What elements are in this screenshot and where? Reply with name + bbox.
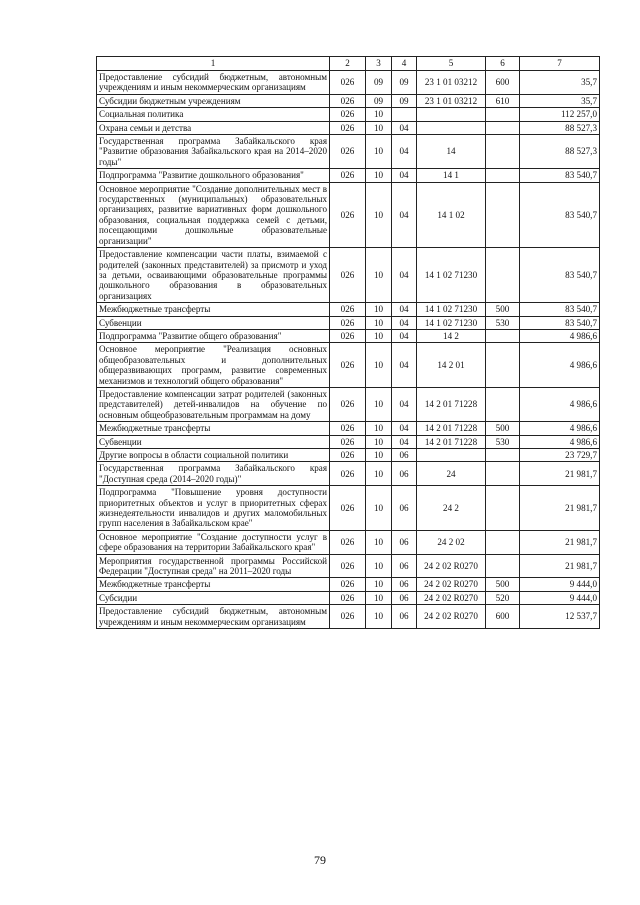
row-value-cell: 026: [330, 605, 366, 629]
row-name-cell: Подпрограмма "Повышение уровня доступности приоритетных объектов и услуг в приоритетных сферах жизнедеятельности инвалидов и других маломобильных групп населения в Забайкальском крае": [97, 486, 330, 531]
column-header: 6: [486, 57, 520, 71]
table-row: [97, 248, 600, 303]
row-value-cell: 88 527,3: [520, 135, 600, 169]
table-row: [97, 121, 600, 134]
table-row: [97, 486, 600, 531]
row-value-cell: 026: [330, 248, 366, 303]
row-value-cell: 10: [366, 554, 392, 578]
row-value-cell: [486, 121, 520, 134]
row-value-cell: 14 1: [417, 169, 486, 182]
row-value-cell: 04: [392, 248, 417, 303]
column-header: 5: [417, 57, 486, 71]
row-value-cell: 026: [330, 422, 366, 435]
row-value-cell: 14: [417, 135, 486, 169]
row-name-cell: Предоставление компенсации части платы, взимаемой с родителей (законных представителей) за присмотр и уход за детьми, осваивающими образовательные программы дошкольного образования в образовательных организациях: [97, 248, 330, 303]
row-value-cell: 10: [366, 316, 392, 329]
row-value-cell: 21 981,7: [520, 486, 600, 531]
row-value-cell: 04: [392, 135, 417, 169]
table-row: [97, 449, 600, 462]
row-value-cell: 09: [392, 94, 417, 107]
table-row: [97, 182, 600, 247]
row-value-cell: 026: [330, 94, 366, 107]
row-value-cell: 24 2 02 R0270: [417, 578, 486, 591]
row-value-cell: 04: [392, 329, 417, 342]
row-value-cell: 06: [392, 530, 417, 554]
table-row: [97, 71, 600, 95]
row-value-cell: [486, 329, 520, 342]
row-value-cell: 4 986,6: [520, 422, 600, 435]
column-header: 3: [366, 57, 392, 71]
row-value-cell: 83 540,7: [520, 182, 600, 247]
row-value-cell: 24 2 02: [417, 530, 486, 554]
row-value-cell: 35,7: [520, 94, 600, 107]
row-value-cell: [486, 387, 520, 421]
row-value-cell: 026: [330, 329, 366, 342]
row-value-cell: 14 2 01: [417, 343, 486, 388]
row-value-cell: 10: [366, 605, 392, 629]
row-value-cell: 026: [330, 449, 366, 462]
row-value-cell: 10: [366, 449, 392, 462]
row-value-cell: 06: [392, 591, 417, 604]
row-value-cell: 09: [366, 94, 392, 107]
row-value-cell: 10: [366, 303, 392, 316]
row-value-cell: 10: [366, 486, 392, 531]
row-value-cell: [486, 135, 520, 169]
table-row: [97, 578, 600, 591]
row-name-cell: Основное мероприятие "Создание доступности услуг в сфере образования на территории Забайкальского края": [97, 530, 330, 554]
row-name-cell: Государственная программа Забайкальского края "Развитие образования Забайкальского края на 2014–2020 годы": [97, 135, 330, 169]
row-value-cell: 10: [366, 182, 392, 247]
row-value-cell: 12 537,7: [520, 605, 600, 629]
row-value-cell: 06: [392, 578, 417, 591]
row-value-cell: [486, 248, 520, 303]
table-row: [97, 605, 600, 629]
row-value-cell: 10: [366, 591, 392, 604]
row-value-cell: 9 444,0: [520, 578, 600, 591]
row-value-cell: 026: [330, 316, 366, 329]
row-value-cell: 026: [330, 530, 366, 554]
row-value-cell: 4 986,6: [520, 387, 600, 421]
row-name-cell: Субсидии бюджетным учреждениям: [97, 94, 330, 107]
row-name-cell: Предоставление субсидий бюджетным, автономным учреждениям и иным некоммерческим организациям: [97, 605, 330, 629]
row-value-cell: 83 540,7: [520, 248, 600, 303]
row-value-cell: 06: [392, 554, 417, 578]
table-header-row: [97, 57, 600, 71]
table-row: [97, 435, 600, 448]
row-name-cell: Охрана семьи и детства: [97, 121, 330, 134]
row-value-cell: 026: [330, 486, 366, 531]
row-value-cell: 10: [366, 422, 392, 435]
table-row: [97, 108, 600, 121]
row-value-cell: 04: [392, 387, 417, 421]
row-value-cell: [486, 486, 520, 531]
row-value-cell: 24 2: [417, 486, 486, 531]
row-value-cell: 83 540,7: [520, 316, 600, 329]
row-value-cell: 112 257,0: [520, 108, 600, 121]
row-value-cell: 14 1 02: [417, 182, 486, 247]
row-value-cell: [486, 108, 520, 121]
row-value-cell: 520: [486, 591, 520, 604]
row-value-cell: [486, 182, 520, 247]
row-value-cell: 24 2 02 R0270: [417, 605, 486, 629]
row-value-cell: [417, 121, 486, 134]
table-row: [97, 591, 600, 604]
table-row: [97, 554, 600, 578]
row-value-cell: 14 2 01 71228: [417, 387, 486, 421]
row-value-cell: 09: [366, 71, 392, 95]
row-value-cell: 600: [486, 71, 520, 95]
row-value-cell: 10: [366, 435, 392, 448]
row-value-cell: 10: [366, 578, 392, 591]
table-row: [97, 387, 600, 421]
row-value-cell: 35,7: [520, 71, 600, 95]
row-value-cell: 026: [330, 135, 366, 169]
row-value-cell: 14 1 02 71230: [417, 316, 486, 329]
row-value-cell: 026: [330, 387, 366, 421]
row-name-cell: Субсидии: [97, 591, 330, 604]
row-value-cell: 23 1 01 03212: [417, 71, 486, 95]
row-value-cell: 026: [330, 71, 366, 95]
row-name-cell: Другие вопросы в области социальной политики: [97, 449, 330, 462]
row-value-cell: 14 2 01 71228: [417, 422, 486, 435]
row-value-cell: 026: [330, 578, 366, 591]
row-value-cell: 14 2 01 71228: [417, 435, 486, 448]
row-value-cell: 10: [366, 121, 392, 134]
row-value-cell: 83 540,7: [520, 303, 600, 316]
row-value-cell: 14 1 02 71230: [417, 303, 486, 316]
row-value-cell: [486, 554, 520, 578]
row-value-cell: 24 2 02 R0270: [417, 591, 486, 604]
row-value-cell: 04: [392, 343, 417, 388]
row-value-cell: 23 729,7: [520, 449, 600, 462]
column-header: 1: [97, 57, 330, 71]
row-value-cell: [392, 108, 417, 121]
table-row: [97, 422, 600, 435]
row-name-cell: Субвенции: [97, 316, 330, 329]
row-name-cell: Подпрограмма "Развитие общего образования": [97, 329, 330, 342]
table-row: [97, 530, 600, 554]
row-value-cell: 500: [486, 578, 520, 591]
row-value-cell: 026: [330, 303, 366, 316]
row-value-cell: 83 540,7: [520, 169, 600, 182]
column-header: 7: [520, 57, 600, 71]
row-value-cell: 21 981,7: [520, 462, 600, 486]
budget-table: [96, 56, 600, 629]
row-value-cell: 09: [392, 71, 417, 95]
row-value-cell: 10: [366, 329, 392, 342]
row-value-cell: 24 2 02 R0270: [417, 554, 486, 578]
row-value-cell: 026: [330, 108, 366, 121]
page-number: 79: [314, 853, 326, 867]
row-name-cell: Межбюджетные трансферты: [97, 578, 330, 591]
row-value-cell: 10: [366, 169, 392, 182]
row-value-cell: [486, 343, 520, 388]
row-value-cell: [486, 530, 520, 554]
row-value-cell: 06: [392, 449, 417, 462]
row-value-cell: [417, 108, 486, 121]
row-value-cell: 06: [392, 605, 417, 629]
row-name-cell: Основное мероприятие "Реализация основных общеобразовательных и дополнительных общеразвивающих программ, развитие современных механизмов и технологий общего образования": [97, 343, 330, 388]
table-row: [97, 94, 600, 107]
row-value-cell: 4 986,6: [520, 435, 600, 448]
row-value-cell: 600: [486, 605, 520, 629]
row-value-cell: 04: [392, 316, 417, 329]
row-name-cell: Социальная политика: [97, 108, 330, 121]
row-name-cell: Государственная программа Забайкальского края "Доступная среда (2014–2020 годы)": [97, 462, 330, 486]
row-value-cell: 21 981,7: [520, 554, 600, 578]
row-value-cell: 04: [392, 422, 417, 435]
row-name-cell: Основное мероприятие "Создание дополнительных мест в государственных (муниципальных) образовательных организациях, развитие вариативных форм дошкольного образования, социальная поддержка семей с детьми, посещающими дошкольные образовательные организации": [97, 182, 330, 247]
row-value-cell: 530: [486, 316, 520, 329]
row-name-cell: Предоставление субсидий бюджетным, автономным учреждениям и иным некоммерческим организациям: [97, 71, 330, 95]
column-header: 2: [330, 57, 366, 71]
row-value-cell: 026: [330, 435, 366, 448]
row-value-cell: 500: [486, 422, 520, 435]
table-row: [97, 303, 600, 316]
row-value-cell: 610: [486, 94, 520, 107]
row-name-cell: Подпрограмма "Развитие дошкольного образования": [97, 169, 330, 182]
row-value-cell: 026: [330, 591, 366, 604]
table-row: [97, 343, 600, 388]
row-value-cell: 4 986,6: [520, 343, 600, 388]
row-value-cell: 026: [330, 554, 366, 578]
table-row: [97, 169, 600, 182]
table-row: [97, 135, 600, 169]
row-value-cell: 04: [392, 303, 417, 316]
row-value-cell: 23 1 01 03212: [417, 94, 486, 107]
row-value-cell: 4 986,6: [520, 329, 600, 342]
row-value-cell: 026: [330, 121, 366, 134]
row-name-cell: Мероприятия государственной программы Российской Федерации "Доступная среда" на 2011–2020 годы: [97, 554, 330, 578]
row-value-cell: 21 981,7: [520, 530, 600, 554]
row-value-cell: 04: [392, 121, 417, 134]
row-value-cell: 10: [366, 462, 392, 486]
row-value-cell: 88 527,3: [520, 121, 600, 134]
row-value-cell: [486, 449, 520, 462]
row-value-cell: 24: [417, 462, 486, 486]
row-value-cell: [417, 449, 486, 462]
row-value-cell: 026: [330, 462, 366, 486]
row-value-cell: 9 444,0: [520, 591, 600, 604]
row-value-cell: 10: [366, 135, 392, 169]
row-value-cell: 10: [366, 530, 392, 554]
document-page: [96, 56, 599, 629]
row-value-cell: 10: [366, 387, 392, 421]
table-row: [97, 462, 600, 486]
column-header: 4: [392, 57, 417, 71]
table-row: [97, 329, 600, 342]
row-value-cell: 04: [392, 435, 417, 448]
row-value-cell: 10: [366, 108, 392, 121]
row-name-cell: Субвенции: [97, 435, 330, 448]
row-value-cell: 026: [330, 343, 366, 388]
row-value-cell: 530: [486, 435, 520, 448]
row-value-cell: 10: [366, 343, 392, 388]
table-row: [97, 316, 600, 329]
row-name-cell: Межбюджетные трансферты: [97, 303, 330, 316]
row-name-cell: Межбюджетные трансферты: [97, 422, 330, 435]
row-value-cell: 04: [392, 182, 417, 247]
row-value-cell: 026: [330, 169, 366, 182]
row-value-cell: 06: [392, 462, 417, 486]
row-value-cell: [486, 462, 520, 486]
row-value-cell: 14 2: [417, 329, 486, 342]
row-value-cell: 026: [330, 182, 366, 247]
row-value-cell: 14 1 02 71230: [417, 248, 486, 303]
row-value-cell: 10: [366, 248, 392, 303]
row-name-cell: Предоставление компенсации затрат родителей (законных представителей) детей-инвалидов на обучение по основным общеобразовательным программам на дому: [97, 387, 330, 421]
row-value-cell: [486, 169, 520, 182]
row-value-cell: 06: [392, 486, 417, 531]
budget-table-body: [97, 57, 600, 629]
row-value-cell: 04: [392, 169, 417, 182]
row-value-cell: 500: [486, 303, 520, 316]
